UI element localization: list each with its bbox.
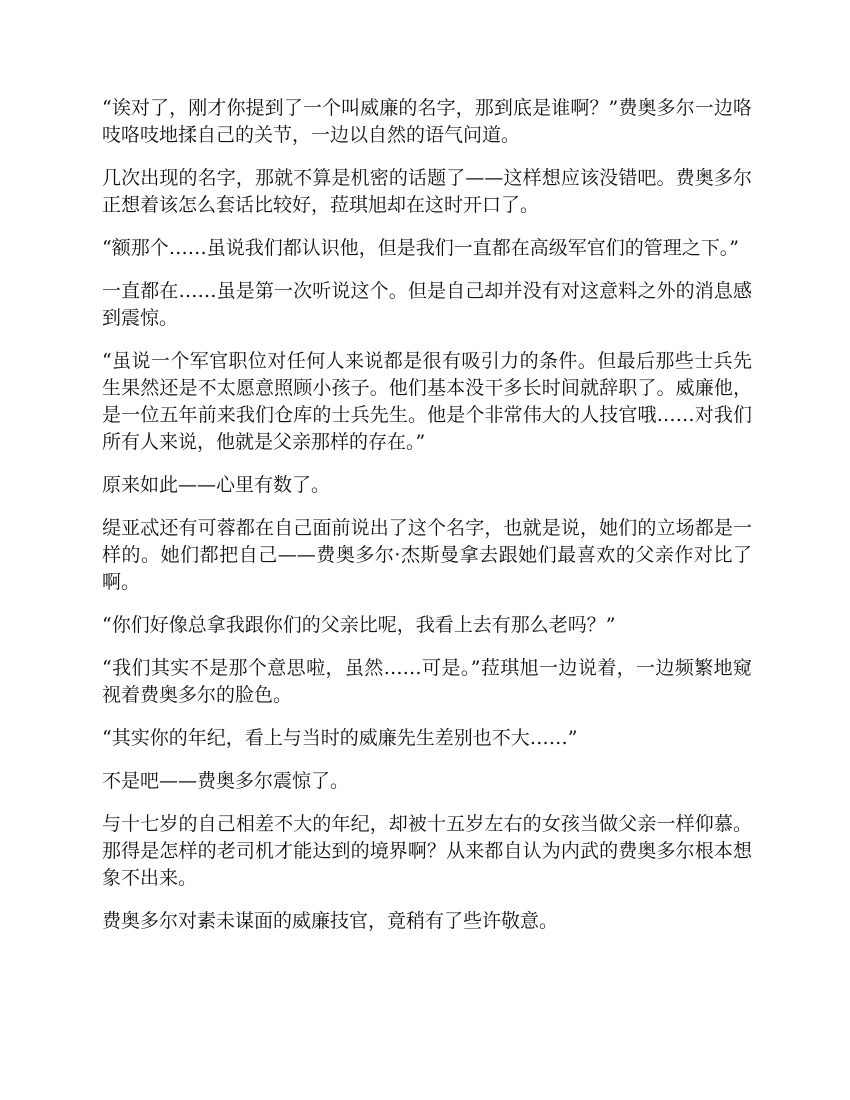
paragraph: 费奥多尔对素未谋面的威廉技官，竟稍有了些许敬意。: [102, 910, 559, 932]
paragraph: 一直都在……虽是第一次听说这个。但是自己却并没有对这意料之外的消息感到震惊。: [102, 280, 752, 329]
paragraph: “其实你的年纪，看上与当时的威廉先生差别也不大……”: [102, 727, 578, 749]
paragraph: 几次出现的名字，那就不算是机密的话题了——这样想应该没错吧。费奥多尔正想着该怎么套话比较好，菈琪旭却在这时开口了。: [102, 167, 752, 216]
paragraph: 不是吧——费奥多尔震惊了。: [102, 770, 350, 792]
paragraph: “你们好像总拿我跟你们的父亲比呢，我看上去有那么老吗？”: [102, 614, 616, 636]
paragraph: 缇亚忒还有可蓉都在自己面前说出了这个名字，也就是说，她们的立场都是一样的。她们都把自己——费奥多尔·杰斯曼拿去跟她们最喜欢的父亲作对比了啊。: [102, 517, 752, 593]
paragraph: 原来如此——心里有数了。: [102, 474, 331, 496]
paragraph: “诶对了，刚才你提到了一个叫威廉的名字，那到底是谁啊？”费奥多尔一边咯吱咯吱地揉自己的关节，一边以自然的语气问道。: [102, 97, 752, 146]
paragraph: “我们其实不是那个意思啦，虽然……可是。”菈琪旭一边说着，一边频繁地窥视着费奥多尔的脸色。: [102, 657, 752, 706]
document-page: [102, 95, 752, 951]
paragraph: “额那个……虽说我们都认识他，但是我们一直都在高级军官们的管理之下。”: [102, 237, 739, 259]
paragraph: “虽说一个军官职位对任何人来说都是很有吸引力的条件。但最后那些士兵先生果然还是不太愿意照顾小孩子。他们基本没干多长时间就辞职了。威廉他，是一位五年前来我们仓库的士兵先生。他是个非常伟大的人技官哦……对我们所有人来说，他就是父亲那样的存在。”: [102, 350, 752, 453]
paragraph: 与十七岁的自己相差不大的年纪，却被十五岁左右的女孩当做父亲一样仰慕。那得是怎样的老司机才能达到的境界啊？从来都自认为内武的费奥多尔根本想象不出来。: [102, 813, 752, 889]
